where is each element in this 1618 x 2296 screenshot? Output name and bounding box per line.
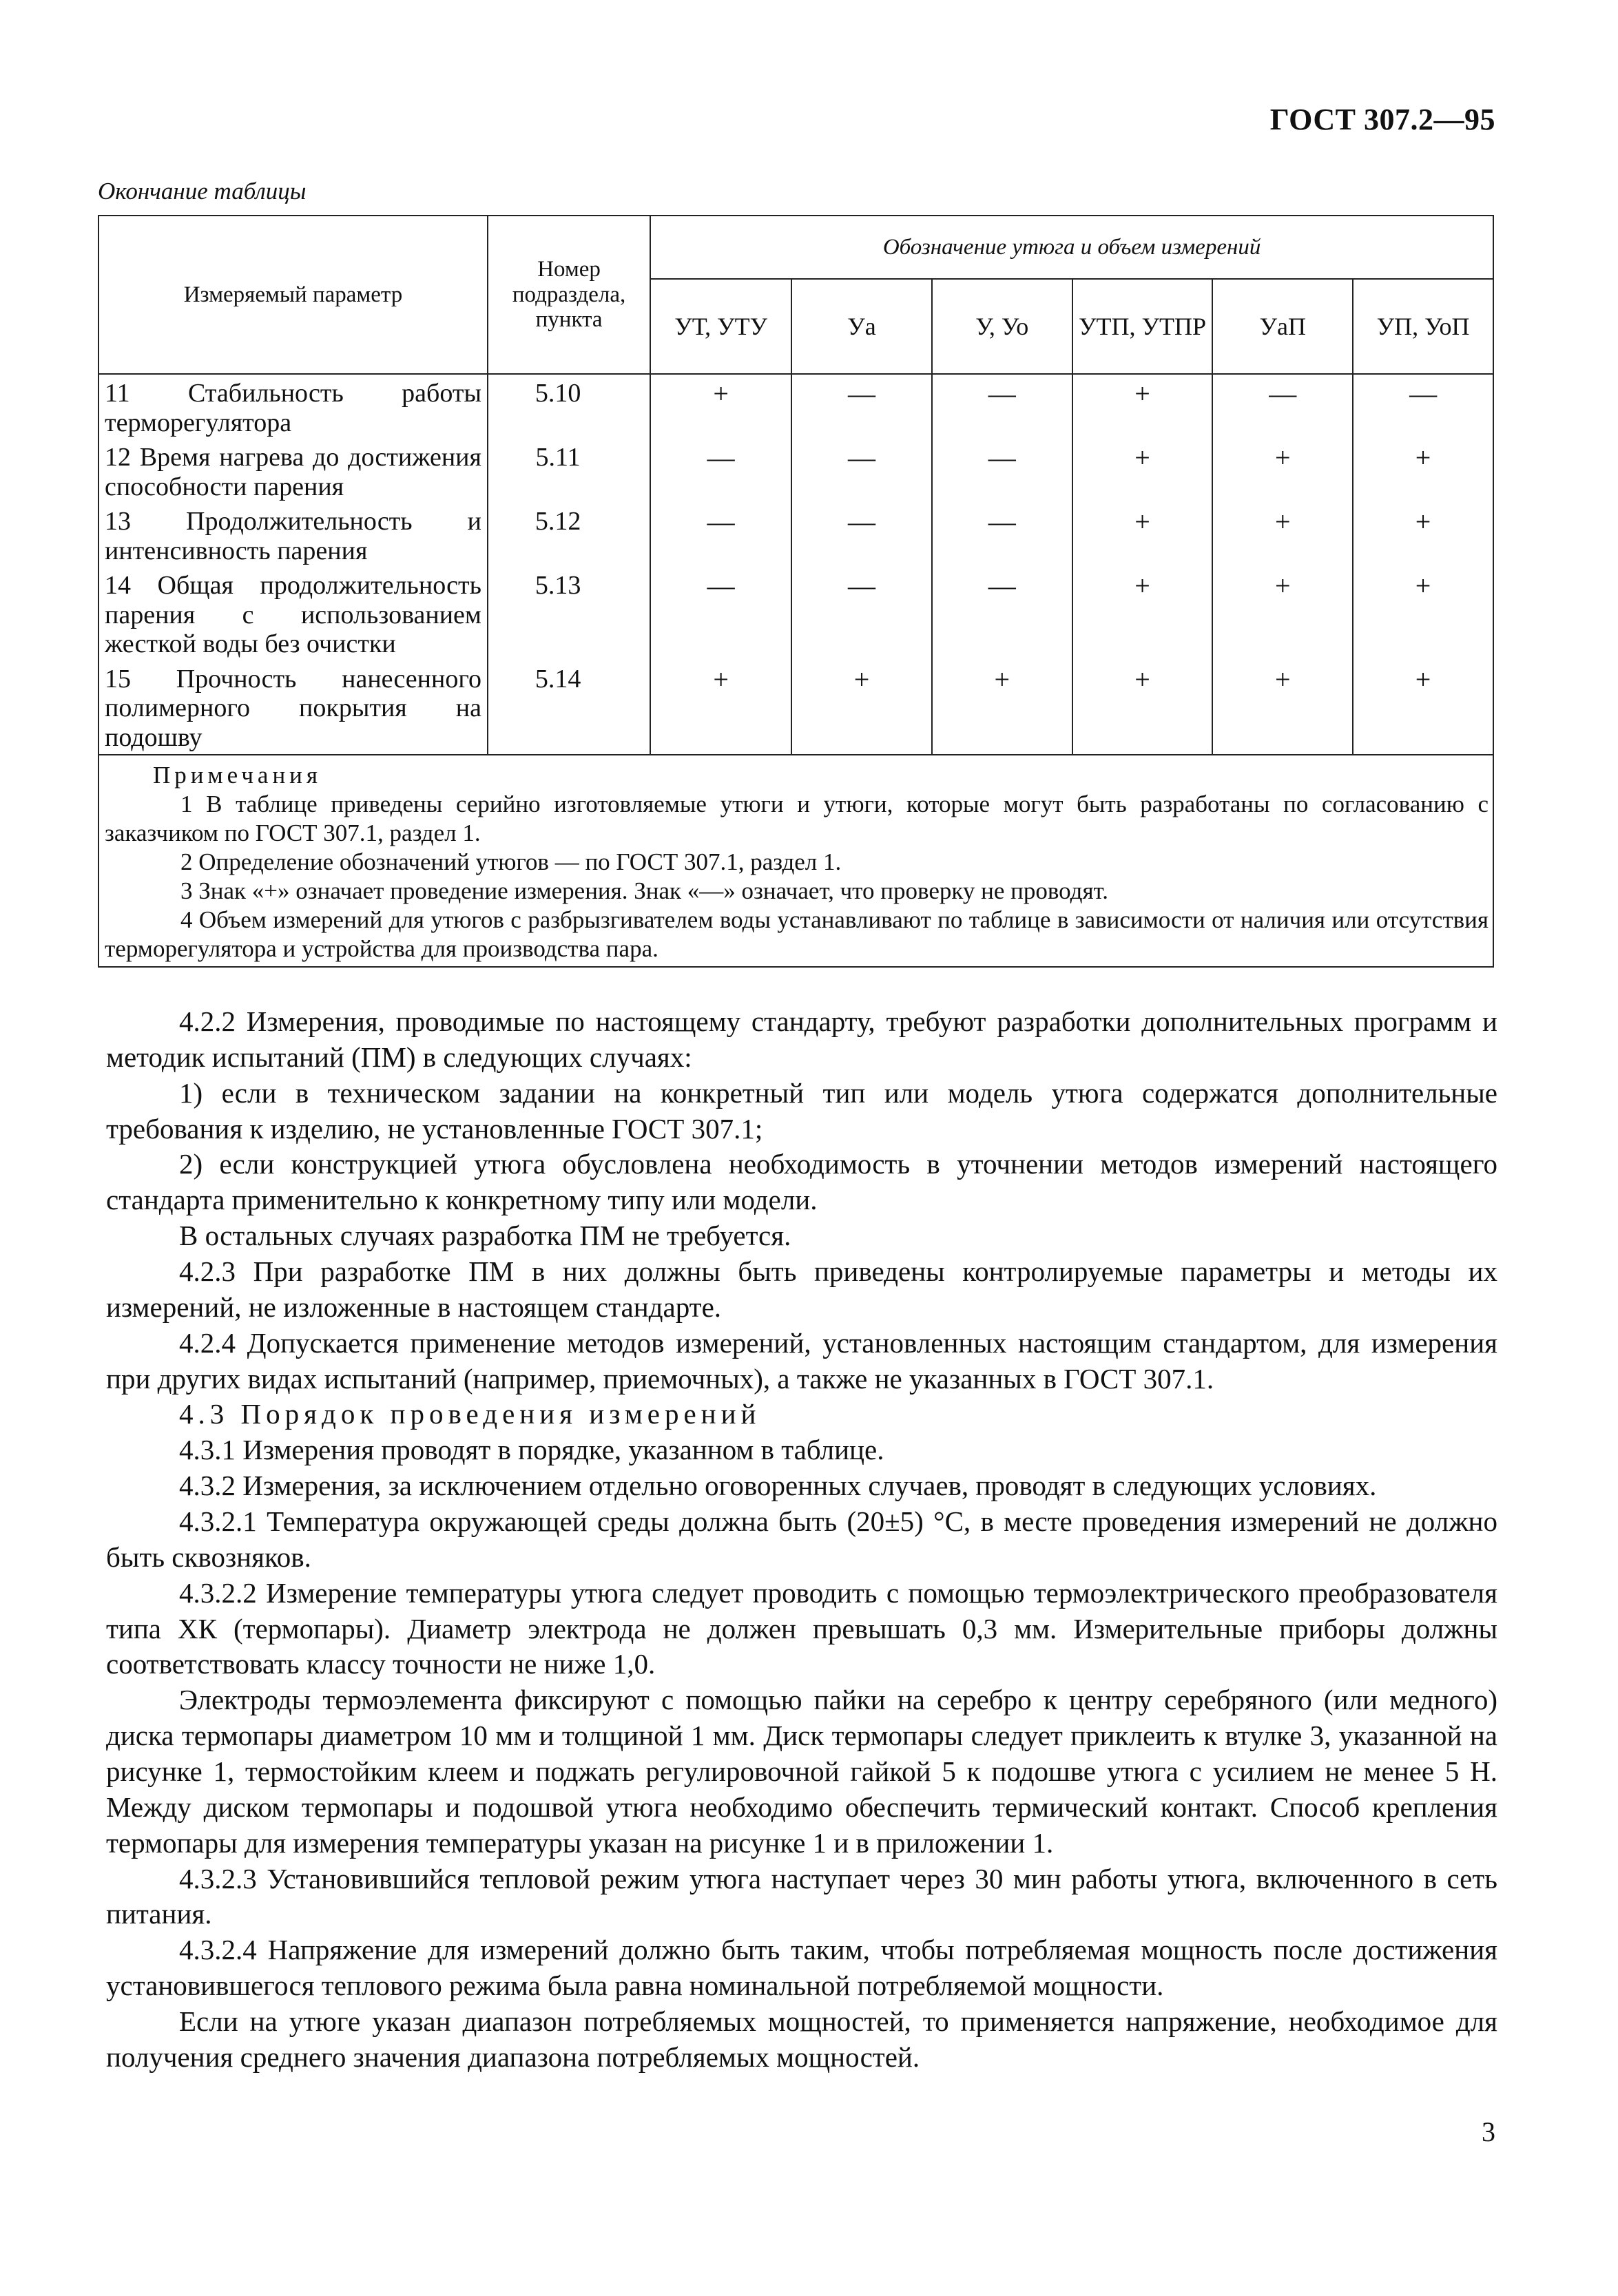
mark-cell: + [1072, 660, 1213, 755]
mark-cell: + [1072, 374, 1213, 439]
paragraph-4-3-2: 4.3.2 Измерения, за исключением отдельно оговоренных случаев, проводят в следующих условиях. [179, 1470, 1377, 1502]
param-cell: 15 Прочность нанесенного полимерного покрытия на подошву [98, 660, 488, 755]
table-row [98, 439, 1493, 503]
header-param: Измеряемый параметр [98, 216, 488, 374]
mark-cell: — [932, 567, 1072, 660]
column-header: УаП [1212, 279, 1353, 374]
mark-cell: + [1072, 503, 1213, 567]
note-item: 4 Объем измерений для утюгов с разбрызгивателем воды устанавливают по таблице в зависимости от наличия или отсутствия терморегулятора и устройства для производства пара. [105, 906, 1489, 962]
param-cell: 14 Общая продолжительность парения с использованием жесткой воды без очистки [98, 567, 488, 660]
mark-cell: + [1212, 503, 1353, 567]
paragraph-list-item-1: 1) если в техническом задании на конкретный тип или модель утюга содержатся дополнительные требования к изделию, не установленные ГОСТ 307.1; [106, 1076, 1497, 1145]
mark-cell: — [791, 439, 932, 503]
paragraph-4-3-2-1: 4.3.2.1 Температура окружающей среды должна быть (20±5) °С, в месте проведения измерений не должно быть сквозняков. [106, 1505, 1497, 1573]
paragraph-4-3-2-2: 4.3.2.2 Измерение температуры утюга следует проводить с помощью термоэлектрического преобразователя типа ХК (термопары). Диаметр электрода не должен превышать 0,3 мм. Измерительные приборы должны соответствовать классу точности не ниже 1,0. [106, 1576, 1497, 1680]
param-cell: 11 Стабильность работы терморегулятора [98, 374, 488, 439]
paragraph-4-3-2-3: 4.3.2.3 Установившийся тепловой режим утюга наступает через 30 мин работы утюга, включенного в сеть питания. [106, 1862, 1497, 1930]
page-number: 3 [1482, 2116, 1495, 2147]
table-notes [98, 755, 1493, 967]
mark-cell: + [1212, 439, 1353, 503]
mark-cell: + [932, 660, 1072, 755]
paragraph: В остальных случаях разработка ПМ не требуется. [179, 1220, 791, 1252]
mark-cell: — [1353, 374, 1493, 439]
paragraph: Электроды термоэлемента фиксируют с помощью пайки на серебро к центру серебряного (или медного) диска термопары диаметром 10 мм и толщиной 1 мм. Диск термопары следует приклеить к втулке 3, указанной на рисунке 1, термостойким клеем и поджать регулировочной гайкой 5 к подошве утюга с усилием не менее 5 Н. Между диском термопары и подошвой утюга необходимо обеспечить термический контакт. Способ крепления термопары для измерения температуры указан на рисунке 1 и в приложении 1. [106, 1684, 1497, 1859]
mark-cell: — [650, 503, 791, 567]
paragraph-4-2-3: 4.2.3 При разработке ПМ в них должны быть приведены контролируемые параметры и методы их измерений, не изложенные в настоящем стандарте. [106, 1255, 1497, 1323]
table-row [98, 660, 1493, 755]
mark-cell: — [932, 374, 1072, 439]
param-cell: 13 Продолжительность и интенсивность парения [98, 503, 488, 567]
mark-cell: + [1072, 439, 1213, 503]
note-item: 1 В таблице приведены серийно изготовляемые утюги и утюги, которые могут быть разработаны по согласованию с заказчиком по ГОСТ 307.1, раздел 1. [105, 790, 1489, 846]
mark-cell: + [1212, 660, 1353, 755]
mark-cell: + [1353, 567, 1493, 660]
mark-cell: + [1072, 567, 1213, 660]
paragraph: Если на утюге указан диапазон потребляемых мощностей, то применяется напряжение, необходимое для получения среднего значения диапазона потребляемых мощностей. [106, 2005, 1497, 2073]
mark-cell: — [932, 439, 1072, 503]
mark-cell: + [1353, 660, 1493, 755]
table-row [98, 503, 1493, 567]
notes-title: Примечания [153, 761, 322, 789]
header-group: Обозначение утюга и объем измерений [650, 216, 1493, 279]
column-header: Уа [791, 279, 932, 374]
note-item: 2 Определение обозначений утюгов — по ГОСТ 307.1, раздел 1. [180, 848, 842, 875]
body-text [106, 1004, 1497, 2076]
paragraph-4-2-2: 4.2.2 Измерения, проводимые по настоящему стандарту, требуют разработки дополнительных программ и методик испытаний (ПМ) в следующих случаях: [106, 1005, 1497, 1073]
notes-row [98, 755, 1493, 967]
mark-cell: — [791, 374, 932, 439]
note-item: 3 Знак «+» означает проведение измерения. Знак «—» означает, что проверку не проводят. [180, 877, 1108, 904]
ref-cell: 5.13 [488, 567, 650, 660]
mark-cell: + [650, 660, 791, 755]
mark-cell: — [650, 439, 791, 503]
measurement-table-container [98, 215, 1494, 968]
mark-cell: — [1212, 374, 1353, 439]
ref-cell: 5.10 [488, 374, 650, 439]
mark-cell: + [650, 374, 791, 439]
table-row [98, 374, 1493, 439]
mark-cell: — [791, 567, 932, 660]
section-heading-4-3: 4.3 Порядок проведения измерений [179, 1398, 761, 1430]
column-header: УП, УоП [1353, 279, 1493, 374]
document-code: ГОСТ 307.2—95 [1269, 103, 1495, 136]
paragraph-list-item-2: 2) если конструкцией утюга обусловлена необходимость в уточнении методов измерений настоящего стандарта применительно к конкретному типу или модели. [106, 1148, 1497, 1216]
table-row [98, 567, 1493, 660]
param-cell: 12 Время нагрева до достижения способности парения [98, 439, 488, 503]
mark-cell: — [791, 503, 932, 567]
ref-cell: 5.14 [488, 660, 650, 755]
paragraph-4-2-4: 4.2.4 Допускается применение методов измерений, установленных настоящим стандартом, для измерения при других видах испытаний (например, приемочных), а также не указанных в ГОСТ 307.1. [106, 1326, 1497, 1395]
mark-cell: + [1353, 503, 1493, 567]
ref-cell: 5.12 [488, 503, 650, 567]
paragraph-4-3-1: 4.3.1 Измерения проводят в порядке, указанном в таблице. [179, 1434, 884, 1466]
table-caption: Окончание таблицы [98, 178, 307, 205]
mark-cell: + [1212, 567, 1353, 660]
mark-cell: + [791, 660, 932, 755]
column-header: У, Уо [932, 279, 1072, 374]
header-ref: Номер подраздела, пункта [488, 216, 650, 374]
column-header: УТП, УТПР [1072, 279, 1213, 374]
measurement-table [98, 215, 1494, 968]
mark-cell: + [1353, 439, 1493, 503]
column-header: УТ, УТУ [650, 279, 791, 374]
ref-cell: 5.11 [488, 439, 650, 503]
mark-cell: — [932, 503, 1072, 567]
mark-cell: — [650, 567, 791, 660]
paragraph-4-3-2-4: 4.3.2.4 Напряжение для измерений должно быть таким, чтобы потребляемая мощность после достижения установившегося теплового режима была равна номинальной потребляемой мощности. [106, 1934, 1497, 2002]
